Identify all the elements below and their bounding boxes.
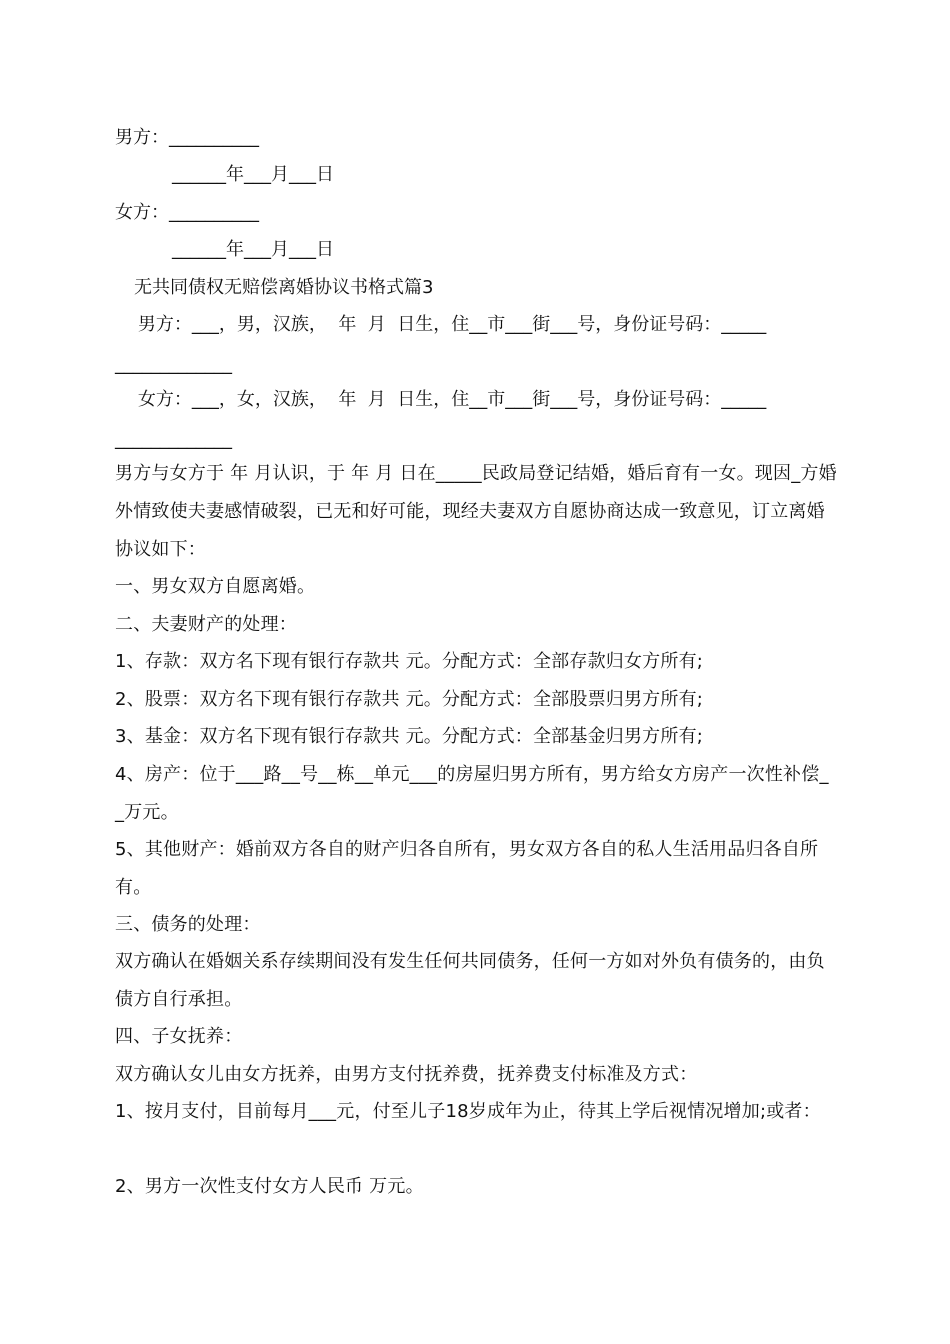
clause-2-4: 4、房产：位于___路__号__栋__单元___的房屋归男方所有，男方给女方房产一次性补偿__万元。	[115, 764, 829, 823]
clause-3-heading: 三、债务的处理：	[115, 914, 261, 935]
signature-female: 女方：__________	[115, 202, 259, 223]
clause-1: 一、男女双方自愿离婚。	[115, 576, 316, 597]
clause-2-2: 2、股票：双方名下现有银行存款共 元。分配方式：全部股票归男方所有;	[115, 689, 704, 710]
party-female-line1: 女方：___，女，汉族， 年 月 日生，住__市___街___号，身份证号码：_____	[115, 389, 767, 410]
signature-male: 男方：__________	[115, 127, 259, 148]
clause-4-text: 双方确认女儿由女方抚养，由男方支付抚养费，抚养费支付标准及方式：	[115, 1064, 698, 1085]
party-male-line1: 男方：___，男，汉族， 年 月 日生，住__市___街___号，身份证号码：_____	[115, 314, 767, 335]
clause-2-1: 1、存款：双方名下现有银行存款共 元。分配方式：全部存款归女方所有;	[115, 651, 704, 672]
signature-female-date: ______年___月___日	[172, 239, 334, 260]
clause-4-1: 1、按月支付，目前每月___元，付至儿子18岁成年为止，待其上学后视情况增加;或者：	[115, 1101, 821, 1122]
clause-2-5: 5、其他财产：婚前双方各自的财产归各自所有，男女双方各自的私人生活用品归各自所有。	[115, 839, 819, 898]
clause-4-2: 2、男方一次性支付女方人民币 万元。	[115, 1176, 424, 1197]
signature-male-date: ______年___月___日	[172, 164, 334, 185]
clause-2-heading: 二、夫妻财产的处理：	[115, 614, 297, 635]
clause-3-text: 双方确认在婚姻关系存续期间没有发生任何共同债务，任何一方如对外负有债务的，由负债方自行承担。	[115, 951, 825, 1010]
clause-2-3: 3、基金：双方名下现有银行存款共 元。分配方式：全部基金归男方所有;	[115, 726, 704, 747]
clause-4-heading: 四、子女抚养：	[115, 1026, 243, 1047]
section-title: 无共同债权无赔偿离婚协议书格式篇3	[134, 277, 434, 298]
party-female-line2: _____________	[115, 429, 232, 450]
intro-paragraph: 男方与女方于 年 月认识，于 年 月 日在_____民政局登记结婚，婚后育有一女。现因_方婚外情致使夫妻感情破裂，已无和好可能，现经夫妻双方自愿协商达成一致意见，订立离婚协议如下：	[115, 463, 837, 560]
party-male-line2: _____________	[115, 354, 232, 375]
